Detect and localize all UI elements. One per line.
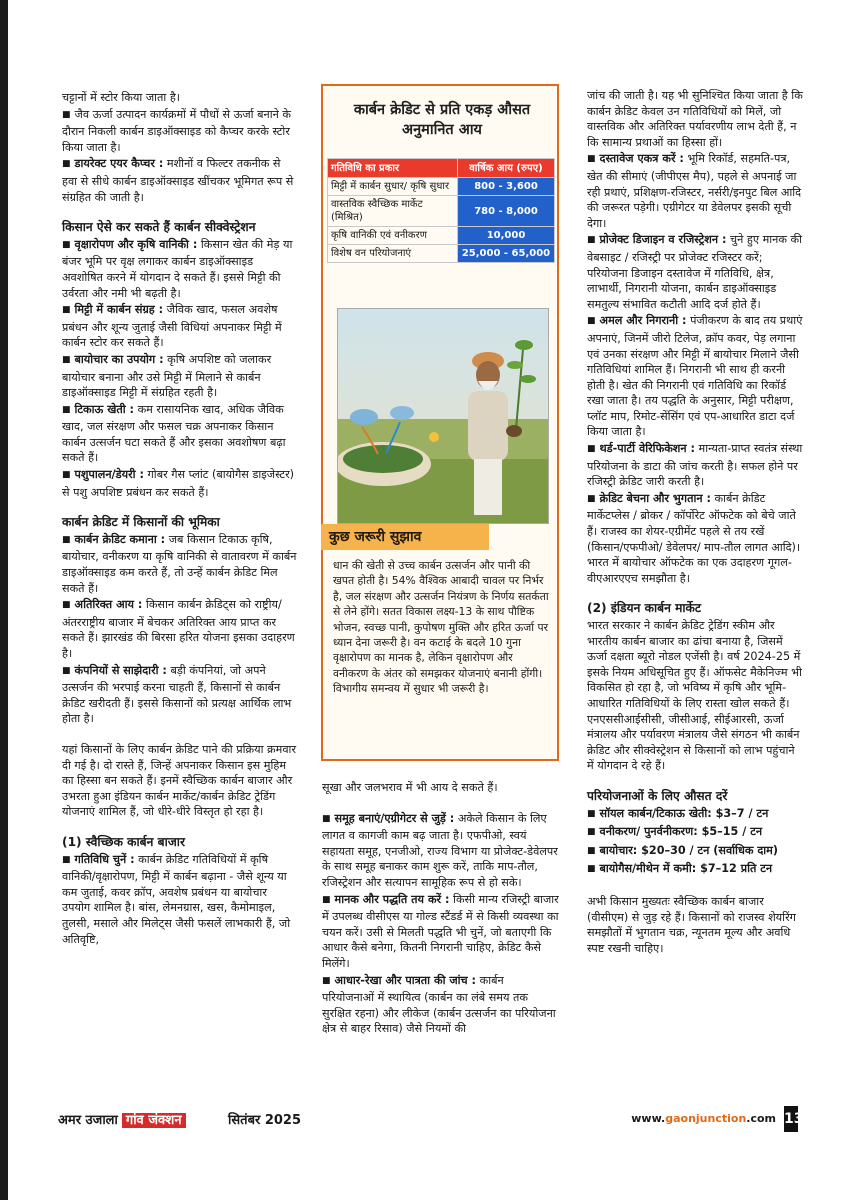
sun-icon (429, 432, 439, 442)
column-middle-bottom (322, 780, 559, 1038)
row-income: 800 - 3,600 (458, 178, 555, 196)
column-left (62, 90, 297, 948)
spacer (587, 587, 803, 601)
paragraph-text: पंजीकरण के बाद तय प्रथाएं अपनाएं, जिनमें जीरो टिलेज, क्रॉप कवर, पेड़ लगाना एवं उनका संरक्षण और मिट्टी में बायोचार मिलाने जैसी गतिविधियां शामिल हैं। निगरानी भी साथ ही करनी होती है। खेत की निगरानी एवं गतिविधि का रिकॉर्ड रखा जाता है। तय पद्धति के अनुसार, मिट्टी परीक्षण, प्लॉट माप, रिमोट-सेंसिंग एवं एप-आधारित डाटा दर्ज किया जाता है। (587, 314, 803, 439)
paragraph-text: कार्बन क्रेडिट मार्केटप्लेस / ब्रोकर / कॉर्पोरेट ऑफटेक को बेचे जाते हैं। राजस्व का शेयर-एग्रीमेंट पहले से तय रखें (किसान/एफपीओ/ डेवेलपर/ माप-तौल लागत आदि)। भारत में बायोचार ऑफटेक का एक उदाहरण गूगल-वीएआरएएच समझौता है। (587, 491, 801, 585)
section-heading: कार्बन क्रेडिट में किसानों की भूमिका (62, 515, 220, 530)
bullet-title: मिट्टी में कार्बन संग्रह : (74, 303, 164, 317)
bullet-paragraph (587, 441, 803, 490)
paragraph (587, 88, 803, 150)
bullet-paragraph (62, 237, 297, 301)
bullet-paragraph (587, 151, 803, 231)
row-activity: विशेष वन परियोजनाएं (328, 245, 458, 263)
bullet-title: थर्ड-पार्टी वेरिफिकेशन : (599, 442, 695, 456)
row-income: 10,000 (458, 227, 555, 245)
box-title: कार्बन क्रेडिट से प्रति एकड़ औसत अनुमानित आय (353, 102, 531, 138)
spacer (62, 206, 297, 220)
spacer (62, 728, 297, 742)
issue-date: सितंबर 2025 (228, 1113, 302, 1128)
bullet-title: टिकाऊ खेती : (74, 402, 135, 416)
bullet-title: कंपनियों से साझेदारी : (74, 663, 167, 677)
paragraph-text: कार्बन क्रेडिट गतिविधियों में कृषि वानिकी/वृक्षारोपण, मिट्टी में कार्बन बढ़ाना - जैसे शून्य या कम जुताई, कवर क्रॉप, अवशेष प्रबंधन या बायोचार उपयोग शामिल है। बांस, लेमनग्रास, खस, कैमोमाइल, तुलसी, मसाले और मिलेट्स जैसी फसलें लाभकारी हैं, जो अतिवृष्टि, (62, 852, 291, 946)
bullet-paragraph (587, 313, 803, 440)
bullet-title: वृक्षारोपण और कृषि वानिकी : (74, 237, 198, 251)
paragraph-text: किसान खेत की मेड़ या बंजर भूमि पर वृक्ष लगाकर कार्बन डाइऑक्साइड अवशोषित करने में योगदान दे सकते हैं। इससे मिट्टी की उर्वरता और नमी भी बढ़ती है। (62, 237, 293, 300)
paragraph-text: मशीनों व फिल्टर तकनीक से हवा से सीधे कार्बन डाइऑक्साइड खींचकर भूमिगत रूप से संग्रहित की जाती है। (62, 157, 294, 204)
bullet-title: अमल और निगरानी : (599, 314, 687, 328)
brand-section: गांव जंक्शन (122, 1113, 186, 1128)
suggestion-text: धान की खेती से उच्च कार्बन उत्सर्जन और पानी की खपत होती है। 54% वैश्विक आबादी चावल पर निर्भर है, जल संरक्षण और उत्सर्जन नियंत्रण के निर्णय सतर्कता से लेने होंगे। सतत विकास लक्ष्य-13 के साथ पौष्टिक भोजन, स्वच्छ पानी, कुपोषण मुक्ति और हरित ऊर्जा पर ध्यान देना जरूरी है। वन कटाई के बदले 10 गुना वृक्षारोपण का मानक है, लेकिन वृक्षारोपण और वनीकरण के अंतर को समझकर योजनाएं बनानी होंगी। विभागीय समन्वय में सुधार भी जरूरी है। (333, 559, 549, 696)
brand-name: अमर उजाला (58, 1113, 118, 1128)
row-income: 25,000 - 65,000 (458, 245, 555, 263)
bullet-paragraph (587, 843, 803, 861)
paragraph-text: भारत सरकार ने कार्बन क्रेडिट ट्रेडिंग स्कीम और भारतीय कार्बन बाजार का ढांचा बनाया है, जिसमें ऊर्जा दक्षता ब्यूरो नोडल एजेंसी है। वर्ष 2024-25 में इसके नियम अधिसूचित हुए हैं। ऑफसेट मैकेनिज्म भी विकसित हो रहा है, जो भविष्य में कृषि और भूमि-आधारित गतिविधियों के लिए रास्ता खोल सकते हैं। एनएससीआईसीसी, जीसीआई, सीईआरसी, ऊर्जा मंत्रालय और पर्यावरण मंत्रालय जैसे संगठन भी कार्बन क्रेडिट और सीक्वेस्ट्रेशन से किसानों को लाभ पहुंचाने में योगदान दे रहे हैं। (587, 619, 802, 773)
paragraph (62, 742, 297, 820)
paragraph-text: जब किसान टिकाऊ कृषि, बायोचार, वनीकरण या कृषि वानिकी से वातावरण में कार्बन डाइऑक्साइड कम करते हैं, तो उन्हें कार्बन क्रेडिट मिल सकते हैं। (62, 532, 297, 595)
table-header (328, 159, 555, 178)
bullet-paragraph (322, 892, 559, 972)
income-info-box (321, 84, 559, 761)
page-footer (58, 1110, 804, 1132)
bullet-title: वनीकरण/ पुनर्वनीकरण: $5–15 / टन (599, 825, 763, 839)
row-activity: कृषि वानिकी एवं वनीकरण (328, 227, 458, 245)
site-suffix: .com (746, 1112, 776, 1125)
bullet-paragraph (587, 861, 803, 879)
paragraph-text: यहां किसानों के लिए कार्बन क्रेडिट पाने की प्रक्रिया क्रमवार दी गई है। दो रास्ते हैं, जिन्हें अपनाकर किसान इस मुहिम का हिस्सा बन सकते हैं। इनमें स्वैच्छिक कार्बन बाजार और उभरता हुआ इंडियन कार्बन मार्केट/कार्बन क्रेडिट ट्रेडिंग योजनाएं शामिल हैं, जो धीरे-धीरे विस्तृत हो रहा है। (62, 742, 297, 819)
paragraph-text: कार्बन परियोजनाओं में स्थायित्व (कार्बन का लंबे समय तक सुरक्षित रहना) और लीकेज (कार्बन उत्सर्जन का परियोजना क्षेत्र से बाहर रिसाव) जैसे नियमों की (322, 973, 556, 1036)
bullet-paragraph (322, 973, 559, 1037)
paragraph-text: चुने हुए मानक की वेबसाइट / रजिस्ट्री पर प्रोजेक्ट रजिस्टर करें; परियोजना डिजाइन दस्तावेज में गतिविधि, क्षेत्र, लाभार्थी, निगरानी योजना, कार्बन डाइऑक्साइड समतुल्य संभावित कटौती आदि दर्ज होते हैं। (587, 233, 803, 311)
spacer (587, 775, 803, 789)
paragraph-text: चट्टानों में स्टोर किया जाता है। (62, 91, 181, 104)
spacer (322, 797, 559, 811)
paragraph-text: बड़ी कंपनियां, जो अपने उत्सर्जन की भरपाई करना चाहती हैं, किसानों से कार्बन क्रेडिट खरीदती हैं। इससे किसानों को प्रत्यक्ष आर्थिक लाभ होता है। (62, 663, 292, 726)
suggestion-heading: कुछ जरूरी सुझाव (321, 524, 489, 550)
paragraph-text: जैव ऊर्जा उत्पादन कार्यक्रमों में पौधों से ऊर्जा बनाने के दौरान निकली कार्बन डाइऑक्साइड को कैप्चर करके स्टोर किया जाता है। (62, 107, 291, 154)
paragraph (322, 780, 559, 796)
spacer (62, 821, 297, 835)
bullet-paragraph (62, 532, 297, 596)
income-table (327, 158, 555, 263)
website-link[interactable] (631, 1112, 776, 1125)
table-row (328, 178, 555, 196)
bullet-paragraph (62, 852, 297, 948)
paragraph-text: अभी किसान मुख्यतः स्वैच्छिक कार्बन बाजार (वीसीएम) से जुड़ रहे हैं। किसानों को राजस्व शेयरिंग समझौतों में भुगतान चक्र, न्यूनतम मूल्य और अवधि स्पष्ट रखनी चाहिए। (587, 894, 796, 955)
bullet-title: आधार-रेखा और पात्रता की जांच : (334, 973, 477, 987)
bullet-title: प्रोजेक्ट डिजाइन व रजिस्ट्रेशन : (599, 233, 727, 247)
bullet-paragraph (62, 467, 297, 500)
site-domain: gaonjunction (665, 1112, 747, 1125)
bullet-title: डायरेक्ट एयर कैप्चर : (74, 157, 164, 171)
section-heading: किसान ऐसे कर सकते हैं कार्बन सीक्वेस्ट्रेशन (62, 220, 256, 235)
page-edge-shadow (0, 0, 8, 1200)
bullet-title: मानक और पद्धति तय करें : (334, 892, 450, 906)
publication-brand (58, 1110, 186, 1128)
table-row (328, 196, 555, 227)
bullet-title: सॉयल कार्बन/टिकाऊ खेती: $3–7 / टन (599, 806, 769, 820)
row-activity: मिट्टी में कार्बन सुधार/ कृषि सुधार (328, 178, 458, 196)
bullet-paragraph (62, 663, 297, 727)
farmer-illustration (337, 308, 549, 524)
bullet-paragraph (587, 824, 803, 842)
table-row (328, 245, 555, 263)
paragraph-text: मान्यता-प्राप्त स्वतंत्र संस्था परियोजना के डाटा की जांच करती है। सफल होने पर रजिस्ट्री क्रेडिट जारी करती है। (587, 442, 803, 489)
bullet-paragraph (62, 156, 297, 205)
paragraph-text: भूमि रिकॉर्ड, सहमति-पत्र, खेत की सीमाएं (जीपीएस मैप), पहले से अपनाई जा रही प्रथाएं, प्रशिक्षण-रजिस्टर, नर्सरी/इनपुट बिल आदि की जरूरत पड़ेगी। एग्रीगेटर या डेवेलपर इसकी सूची देगा। (587, 152, 802, 230)
paragraph (62, 90, 297, 106)
bullet-title: दस्तावेज एकत्र करें : (599, 152, 684, 166)
paragraph-text: गोबर गैस प्लांट (बायोगैस डाइजेस्टर) से पशु अपशिष्ट प्रबंधन कर सकते हैं। (62, 468, 295, 499)
paragraph-text: किसी मान्य रजिस्ट्री बाजार में उपलब्ध वीसीएस या गोल्ड स्टैंडर्ड में से किसी व्यवस्था का चयन करें। उसी से मिलती पद्धति भी चुनें, जो बताएगी कि आधार कैसे बनेगा, कितनी निगरानी चाहिए, क्रेडिट कैसे मिलेंगे। (322, 892, 559, 970)
site-prefix: www. (631, 1112, 666, 1125)
paragraph-text: जांच की जाती है। यह भी सुनिश्चित किया जाता है कि कार्बन क्रेडिट केवल उन गतिविधियों को मिलें, जो वास्तविक और अतिरिक्त पर्यावरणीय लाभ देती हैं, न कि सामान्य प्रथाओं का हिस्सा हों। (587, 89, 803, 149)
header-activity: गतिविधि का प्रकार (328, 159, 458, 178)
bullet-title: गतिविधि चुनें : (74, 852, 135, 866)
page-number: 13 (784, 1106, 798, 1132)
bullet-title: अतिरिक्त आय : (74, 598, 143, 612)
header-income: वार्षिक आय (रुपए) (458, 159, 555, 178)
bullet-paragraph (587, 806, 803, 824)
bullet-paragraph (62, 352, 297, 401)
bullet-paragraph (62, 107, 297, 156)
cloud-icon (350, 409, 378, 425)
paragraph (587, 618, 803, 774)
row-activity: वास्तविक स्वैच्छिक मार्केट (मिश्रित) (328, 196, 458, 227)
bullet-paragraph (587, 491, 803, 587)
bullet-paragraph (322, 811, 559, 891)
bullet-paragraph (62, 402, 297, 466)
bullet-title: कार्बन क्रेडिट कमाना : (74, 532, 166, 546)
spacer (587, 880, 803, 894)
paragraph-text: कृषि अपशिष्ट को जलाकर बायोचार बनाना और उसे मिट्टी में मिलाने से कार्बन डाइऑक्साइड मिट्टी में संग्रहित रहती है। (62, 352, 272, 400)
paragraph-text: जैविक खाद, फसल अवशेष प्रबंधन और शून्य जुताई जैसी विधियां अपनाकर मिट्टी में कार्बन स्टोर कर सकते हैं। (62, 303, 282, 350)
bullet-title: बायोगैस/मीथेन में कमी: $7–12 प्रति टन (599, 862, 773, 876)
spacer (62, 501, 297, 515)
bullet-paragraph (62, 302, 297, 351)
paragraph-text: सूखा और जलभराव में भी आय दे सकते हैं। (322, 781, 498, 794)
section-heading: (2) इंडियन कार्बन मार्केट (587, 601, 702, 616)
bullet-title: बायोचार: $20–30 / टन (सर्वाधिक दाम) (599, 843, 778, 857)
bullet-paragraph (587, 232, 803, 312)
bullet-title: पशुपालन/डेयरी : (74, 468, 144, 482)
section-heading: परियोजनाओं के लिए औसत दरें (587, 788, 728, 803)
column-right (587, 88, 803, 957)
paragraph-text: अकेले किसान के लिए लागत व कागजी काम बढ़ जाता है। एफपीओ, स्वयं सहायता समूह, एनजीओ, राज्य विभाग या प्रोजेक्ट-डेवेलपर के साथ समूह बनाकर काम शुरू करें, ताकि माप-तौल, रजिस्ट्रेशन और सत्यापन सामूहिक रूप से हो सके। (322, 811, 558, 889)
bullet-title: बायोचार का उपयोग : (74, 352, 164, 366)
table-row (328, 227, 555, 245)
paragraph-text: कम रासायनिक खाद, अधिक जैविक खाद, जल संरक्षण और फसल चक्र अपनाकर किसान कार्बन उत्सर्जन घटा सकते हैं और इसका अवशोषण बढ़ा सकते हैं। (62, 402, 286, 465)
bullet-title: क्रेडिट बेचना और भुगतान : (599, 491, 711, 505)
bullet-title: समूह बनाएं/एग्रीगेटर से जुड़ें : (334, 811, 455, 825)
section-heading: (1) स्वैच्छिक कार्बन बाजार (62, 834, 185, 849)
bullet-paragraph (62, 597, 297, 661)
paragraph (587, 894, 803, 956)
paragraph-text: किसान कार्बन क्रेडिट्स को राष्ट्रीय/अंतरराष्ट्रीय बाजार में बेचकर अतिरिक्त आय प्राप्त कर सकते हैं। झारखंड की बिरसा हरित योजना इसका उदाहरण है। (62, 598, 295, 660)
row-income: 780 - 8,000 (458, 196, 555, 227)
